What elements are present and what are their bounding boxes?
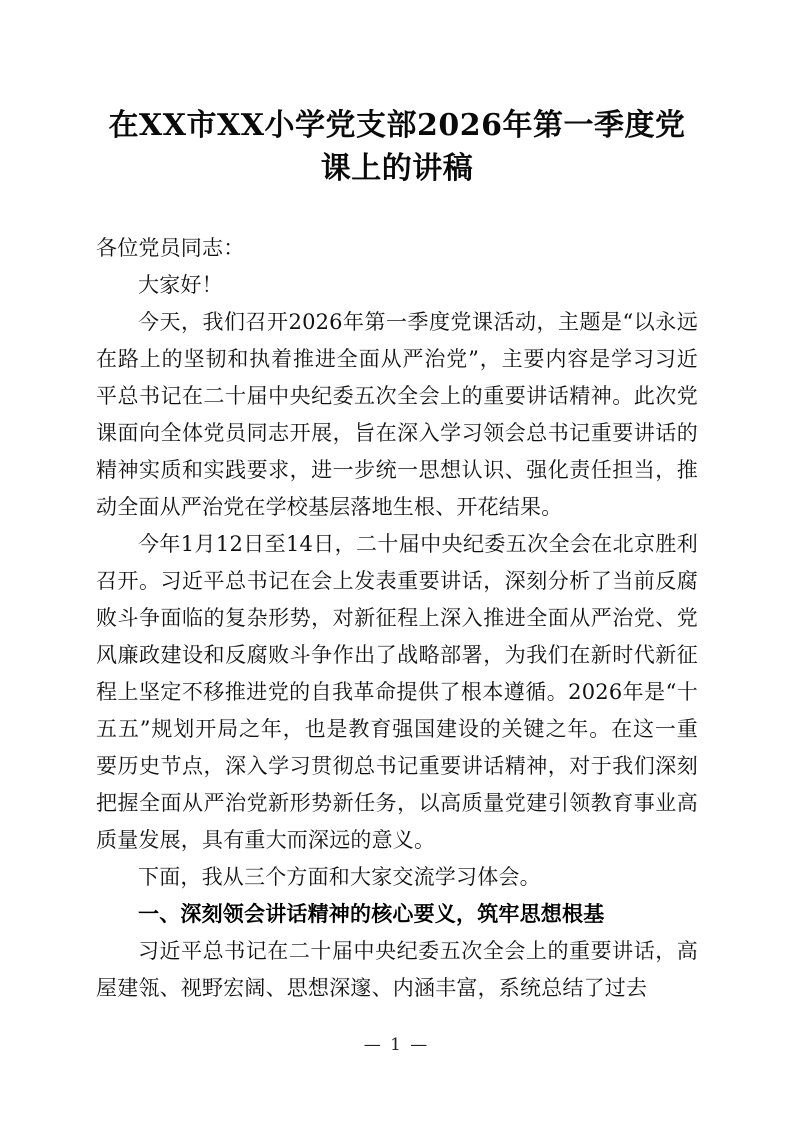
page-title-line-2: 党课上的讲稿 — [320, 108, 686, 186]
document-content-area — [96, 0, 698, 1007]
paragraph-3: 下面，我从三个方面和大家交流学习体会。 — [138, 865, 541, 889]
paragraph-4: 习近平总书记在二十届中央纪委五次全会上的重要讲话，高屋建瓴、视野宏阔、思想深邃、内涵丰富，系统总结了过去 — [96, 939, 698, 1000]
page-number-footer: — 1 — — [363, 1035, 430, 1055]
section-heading-1: 一、深刻领会讲话精神的核心要义，筑牢思想根基 — [138, 902, 605, 926]
document-body — [96, 230, 698, 1007]
paragraph-1: 今天，我们召开2026年第一季度党课活动，主题是“以永远在路上的坚韧和执着推进全面从严治党”，主要内容是学习习近平总书记在二十届中央纪委五次全会上的重要讲话精神。此次党课面向全体党员同志开展，旨在深入学习领会总书记重要讲话的精神实质和实践要求，进一步统一思想认识、强化责任担当，推动全面从严治党在学校基层落地生根、开花结果。 — [96, 310, 698, 519]
page-title — [96, 0, 698, 190]
paragraph-2: 今年1月12日至14日，二十届中央纪委五次全会在北京胜利召开。习近平总书记在会上发表重要讲话，深刻分析了当前反腐败斗争面临的复杂形势，对新征程上深入推进全面从严治党、党风廉政建设和反腐败斗争作出了战略部署，为我们在新时代新征程上坚定不移推进党的自我革命提供了根本遵循。2026年是“十五五”规划开局之年，也是教育强国建设的关键之年。在这一重要历史节点，深入学习贯彻总书记重要讲话精神，对于我们深刻把握全面从严治党新形势新任务，以高质量党建引领教育事业高质量发展，具有重大而深远的意义。 — [96, 532, 698, 852]
salutation-line: 各位党员同志： — [96, 236, 245, 260]
page-title-line-1: 在XX市XX小学党支部2026年第一季度 — [108, 108, 656, 143]
greeting-line: 大家好！ — [138, 273, 223, 297]
